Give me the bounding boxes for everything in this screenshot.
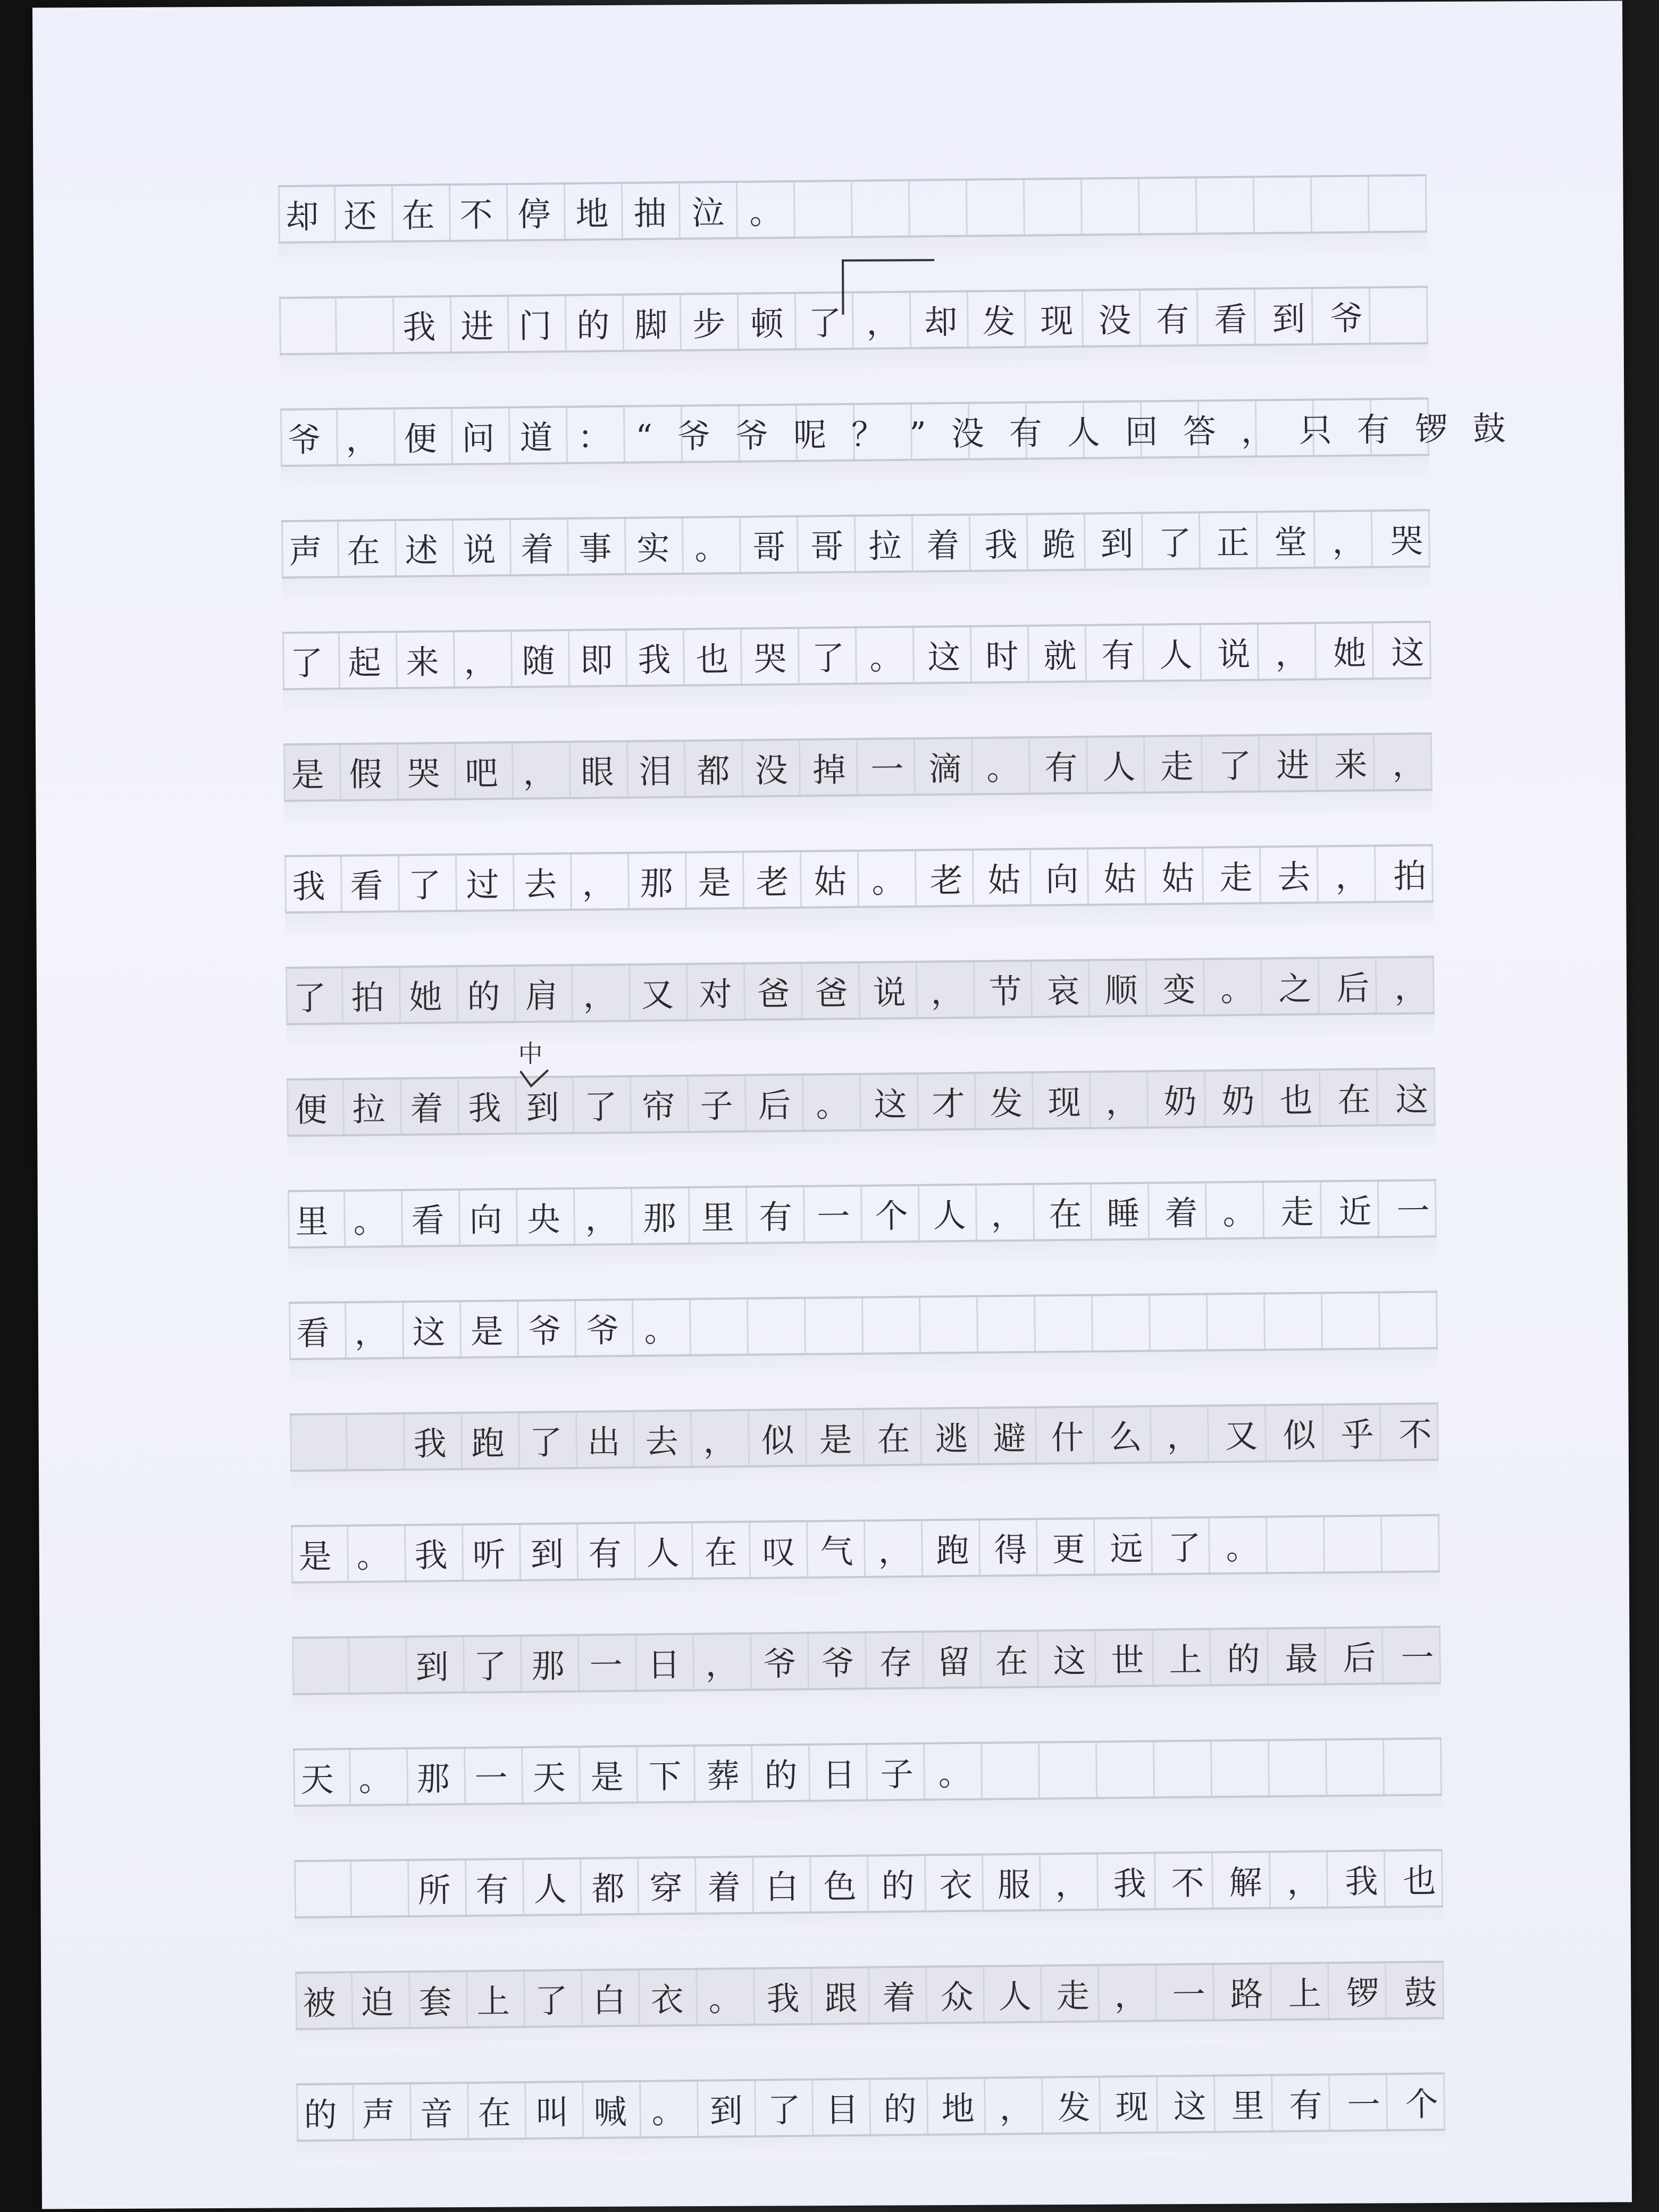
handwritten-line: 是假哭吧，眼泪都没掉一滴。有人走了进来， xyxy=(291,744,1451,795)
handwritten-line: 我看了过去，那是老姑。老姑向姑姑走去，拍 xyxy=(292,856,1452,907)
text-line xyxy=(282,589,1449,711)
handwritten-line: 声在述说着事实。哥哥拉着我跪到了正堂，哭 xyxy=(289,521,1448,572)
handwritten-line: 便拉着我到了帘子后。这才发现，奶奶也在这 xyxy=(294,1079,1454,1129)
text-line xyxy=(293,1705,1443,1828)
text-line xyxy=(283,700,1451,823)
caret-mark xyxy=(518,1069,550,1088)
handwritten-line: 天。那一天是下葬的日子。 xyxy=(300,1754,996,1799)
handwritten-line: 被迫套上了白衣。我跟着众人走，一路上锣鼓 xyxy=(303,1972,1462,2023)
text-line xyxy=(296,2040,1463,2163)
text-line xyxy=(286,1035,1454,1158)
handwritten-line: 所有人都穿着白色的衣服，我不解，我也 xyxy=(301,1861,1461,1911)
paper-sheet xyxy=(32,1,1632,2209)
handwritten-line: 了起来，随即我也哭了。这时就有人说，她这 xyxy=(290,633,1449,683)
handwritten-line: 的声音在叫喊。到了目的地，发现这里有一个 xyxy=(304,2084,1463,2134)
text-line xyxy=(292,1594,1459,1716)
correction-box-mark xyxy=(842,259,934,315)
handwritten-line: 我跑了出去，似是在逃避什么，又似乎不 xyxy=(297,1414,1457,1464)
manuscript-grid xyxy=(278,142,1531,2163)
text-line xyxy=(289,1370,1457,1493)
handwritten-line: 了拍她的肩，又对爸爸说，节哀顺变。之后， xyxy=(293,968,1453,1018)
text-line xyxy=(295,1929,1462,2051)
text-line xyxy=(294,1817,1461,1940)
text-line xyxy=(280,365,1531,488)
handwritten-line: 到了那一日，爷爷存留在这世上的最后一 xyxy=(299,1638,1459,1688)
handwritten-line: 却还在不停地抽泣。 xyxy=(286,192,808,237)
handwritten-line: 里。看向央，那里有一个人，在睡着。走近一 xyxy=(295,1191,1455,1241)
handwritten-line: 我进门的脚步顿了，却发现没有看到爷 xyxy=(287,298,1388,348)
text-line xyxy=(281,477,1448,600)
text-line xyxy=(285,924,1453,1046)
handwritten-line: 是。我听到有人在叹气，跑得更远了。 xyxy=(298,1528,1284,1576)
text-line xyxy=(284,812,1452,935)
text-line xyxy=(278,142,1427,265)
insertion-mark: 中 xyxy=(518,1039,543,1068)
text-line xyxy=(288,1259,1438,1381)
text-line xyxy=(290,1482,1440,1605)
text-line xyxy=(287,1147,1455,1270)
handwritten-line: 爷，便问道：“爷爷呢？”没有人回答，只有锣鼓 xyxy=(288,408,1531,460)
handwritten-line: 看，这是爷爷。 xyxy=(296,1310,702,1353)
